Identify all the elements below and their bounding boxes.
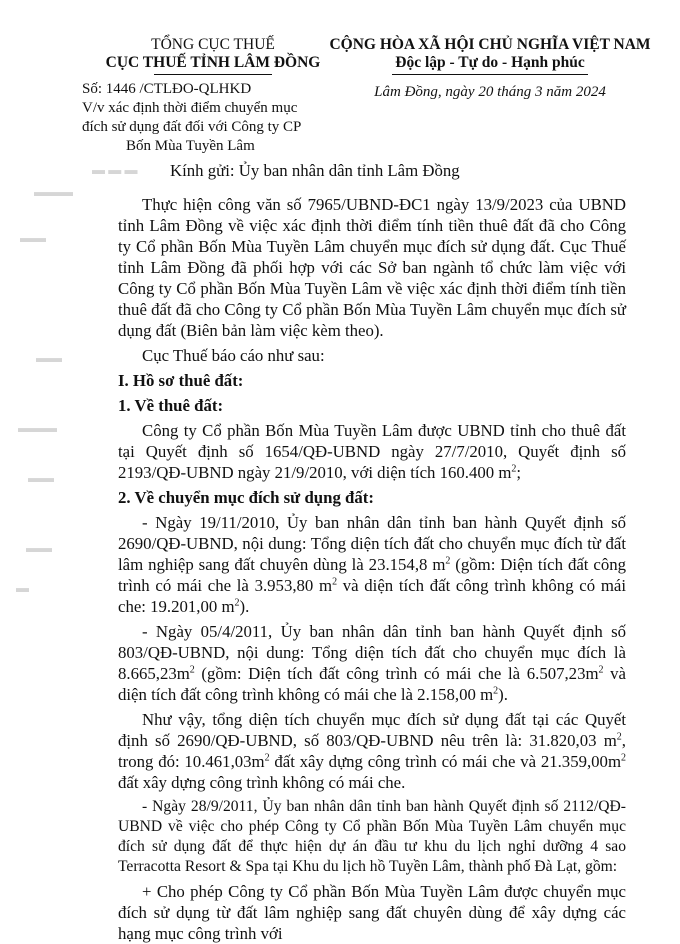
report-line: Cục Thuế báo cáo như sau: <box>142 346 325 365</box>
subject-line-1: V/v xác định thời điểm chuyển mục <box>82 100 298 116</box>
bleed-through-mark: ▬▬▬ <box>18 420 57 435</box>
bleed-through-mark: ▬▬▬ <box>34 184 73 199</box>
section-heading-1: I. Hồ sơ thuê đất: <box>118 371 244 390</box>
national-title-block <box>322 36 658 102</box>
bleed-through-mark: ▬ <box>16 580 29 595</box>
decision-803-paragraph: - Ngày 05/4/2011, Ủy ban nhân dân tỉnh ban hành Quyết định số 803/QĐ-UBND, nội dung: Tổng diện tích đất cho chuyển mục đích là $8.665,23m^2$ (gồm: Diện tích đất công trình có mái che là $6.507,23m^2$ và diện tích đất công trình không có mái che là 2.158,00 $m^2$). <box>118 622 626 704</box>
motto-underline <box>392 74 588 75</box>
agency-underline <box>154 74 272 75</box>
bleed-through-mark: ▬▬ <box>36 350 62 365</box>
national-motto: Độc lập - Tự do - Hạnh phúc <box>395 54 585 71</box>
subject-line-2: đích sử dụng đất đối với Công ty CP <box>82 119 302 135</box>
decision-2690-paragraph: - Ngày 19/11/2010, Ủy ban nhân dân tỉnh ban hành Quyết định số 2690/QĐ-UBND, nội dung: Tổng diện tích đất cho chuyển mục đích từ đất lâm nghiệp sang đất chuyên dùng là 23.154,8 $m^2$ (gồm: Diện tích đất công trình có mái che là 3.953,80 $m^2$ và diện tích đất công trình không có mái che: 19.201,00 $m^2$). <box>118 513 626 616</box>
country-name: CỘNG HÒA XÃ HỘI CHỦ NGHĨA VIỆT NAM <box>329 36 651 53</box>
decision-2112-paragraph: - Ngày 28/9/2011, Ủy ban nhân dân tỉnh ban hành Quyết định số 2112/QĐ-UBND về việc cho phép Công ty Cổ phần Bốn Mùa Tuyền Lâm chuyển mục đích sử dụng đất để thực hiện dự án đầu tư khu du lịch nghỉ dưỡng 4 sao Terracotta Resort & Spa tại Khu du lịch hồ Tuyền Lâm, thành phố Đà Lạt, gồm: <box>118 798 626 875</box>
subsection-heading-lease: 1. Về thuê đất: <box>118 396 224 415</box>
place-date: Lâm Đồng, ngày 20 tháng 3 năm 2024 <box>374 84 606 100</box>
bleed-through-mark: ▬▬ <box>28 470 54 485</box>
document-body <box>118 160 626 944</box>
lease-paragraph: Công ty Cổ phần Bốn Mùa Tuyền Lâm được UBND tỉnh cho thuê đất tại Quyết định số 1654/QĐ-UBND ngày 27/7/2010, Quyết định số 2193/QĐ-UBND ngày 21/9/2010, với diện tích 160.400 $m^2$; <box>118 421 626 482</box>
total-area-paragraph: Như vậy, tổng diện tích chuyển mục đích sử dụng đất tại các Quyết định số 2690/QĐ-UBND, số 803/QĐ-UBND nêu trên là: 31.820,03 $m^2$, trong đó: $10.461,03m^2$ đất xây dựng công trình có mái che và $21.359,00m^2$ đất xây dựng công trình không có mái che. <box>118 710 627 792</box>
bleed-through-mark: ▬▬ <box>26 540 52 555</box>
recipient-line: Kính gửi: Ủy ban nhân dân tỉnh Lâm Đồng <box>170 161 460 180</box>
subsection-heading-conversion: 2. Về chuyển mục đích sử dụng đất: <box>118 488 374 507</box>
intro-paragraph: Thực hiện công văn số 7965/UBND-ĐC1 ngày 13/9/2023 của UBND tỉnh Lâm Đồng về việc xác định thời điểm tính tiền thuê đất đã cho Công ty Cổ phần Bốn Mùa Tuyền Lâm chuyển mục đích sử dụng đất. Cục Thuế tỉnh Lâm Đồng đã phối hợp với các Sở ban ngành tổ chức làm việc với Công ty Cổ phần Bốn Mùa Tuyền Lâm về việc xác định thời điểm tính tiền thuê đất đã cho Công ty Cổ phần Bốn Mùa Tuyền Lâm chuyển mục đích sử dụng đất (Biên bản làm việc kèm theo). <box>118 195 626 340</box>
agency-name: CỤC THUẾ TỈNH LÂM ĐỒNG <box>105 54 321 71</box>
document-number: Số: 1446 /CTLĐO-QLHKD <box>82 81 252 97</box>
permit-paragraph: + Cho phép Công ty Cổ phần Bốn Mùa Tuyền Lâm được chuyển mục đích sử dụng từ đất lâm nghiệp sang đất chuyên dùng để xây dựng các hạng mục công trình với <box>118 882 626 943</box>
subject-line-3: Bốn Mùa Tuyền Lâm <box>126 138 255 154</box>
bleed-through-mark: ▬▬ <box>20 230 46 245</box>
issuing-agency-block <box>78 36 348 156</box>
agency-parent: TỔNG CỤC THUẾ <box>151 36 275 53</box>
bleed-through-mark: ▬ ▬ ▬ <box>92 162 138 177</box>
